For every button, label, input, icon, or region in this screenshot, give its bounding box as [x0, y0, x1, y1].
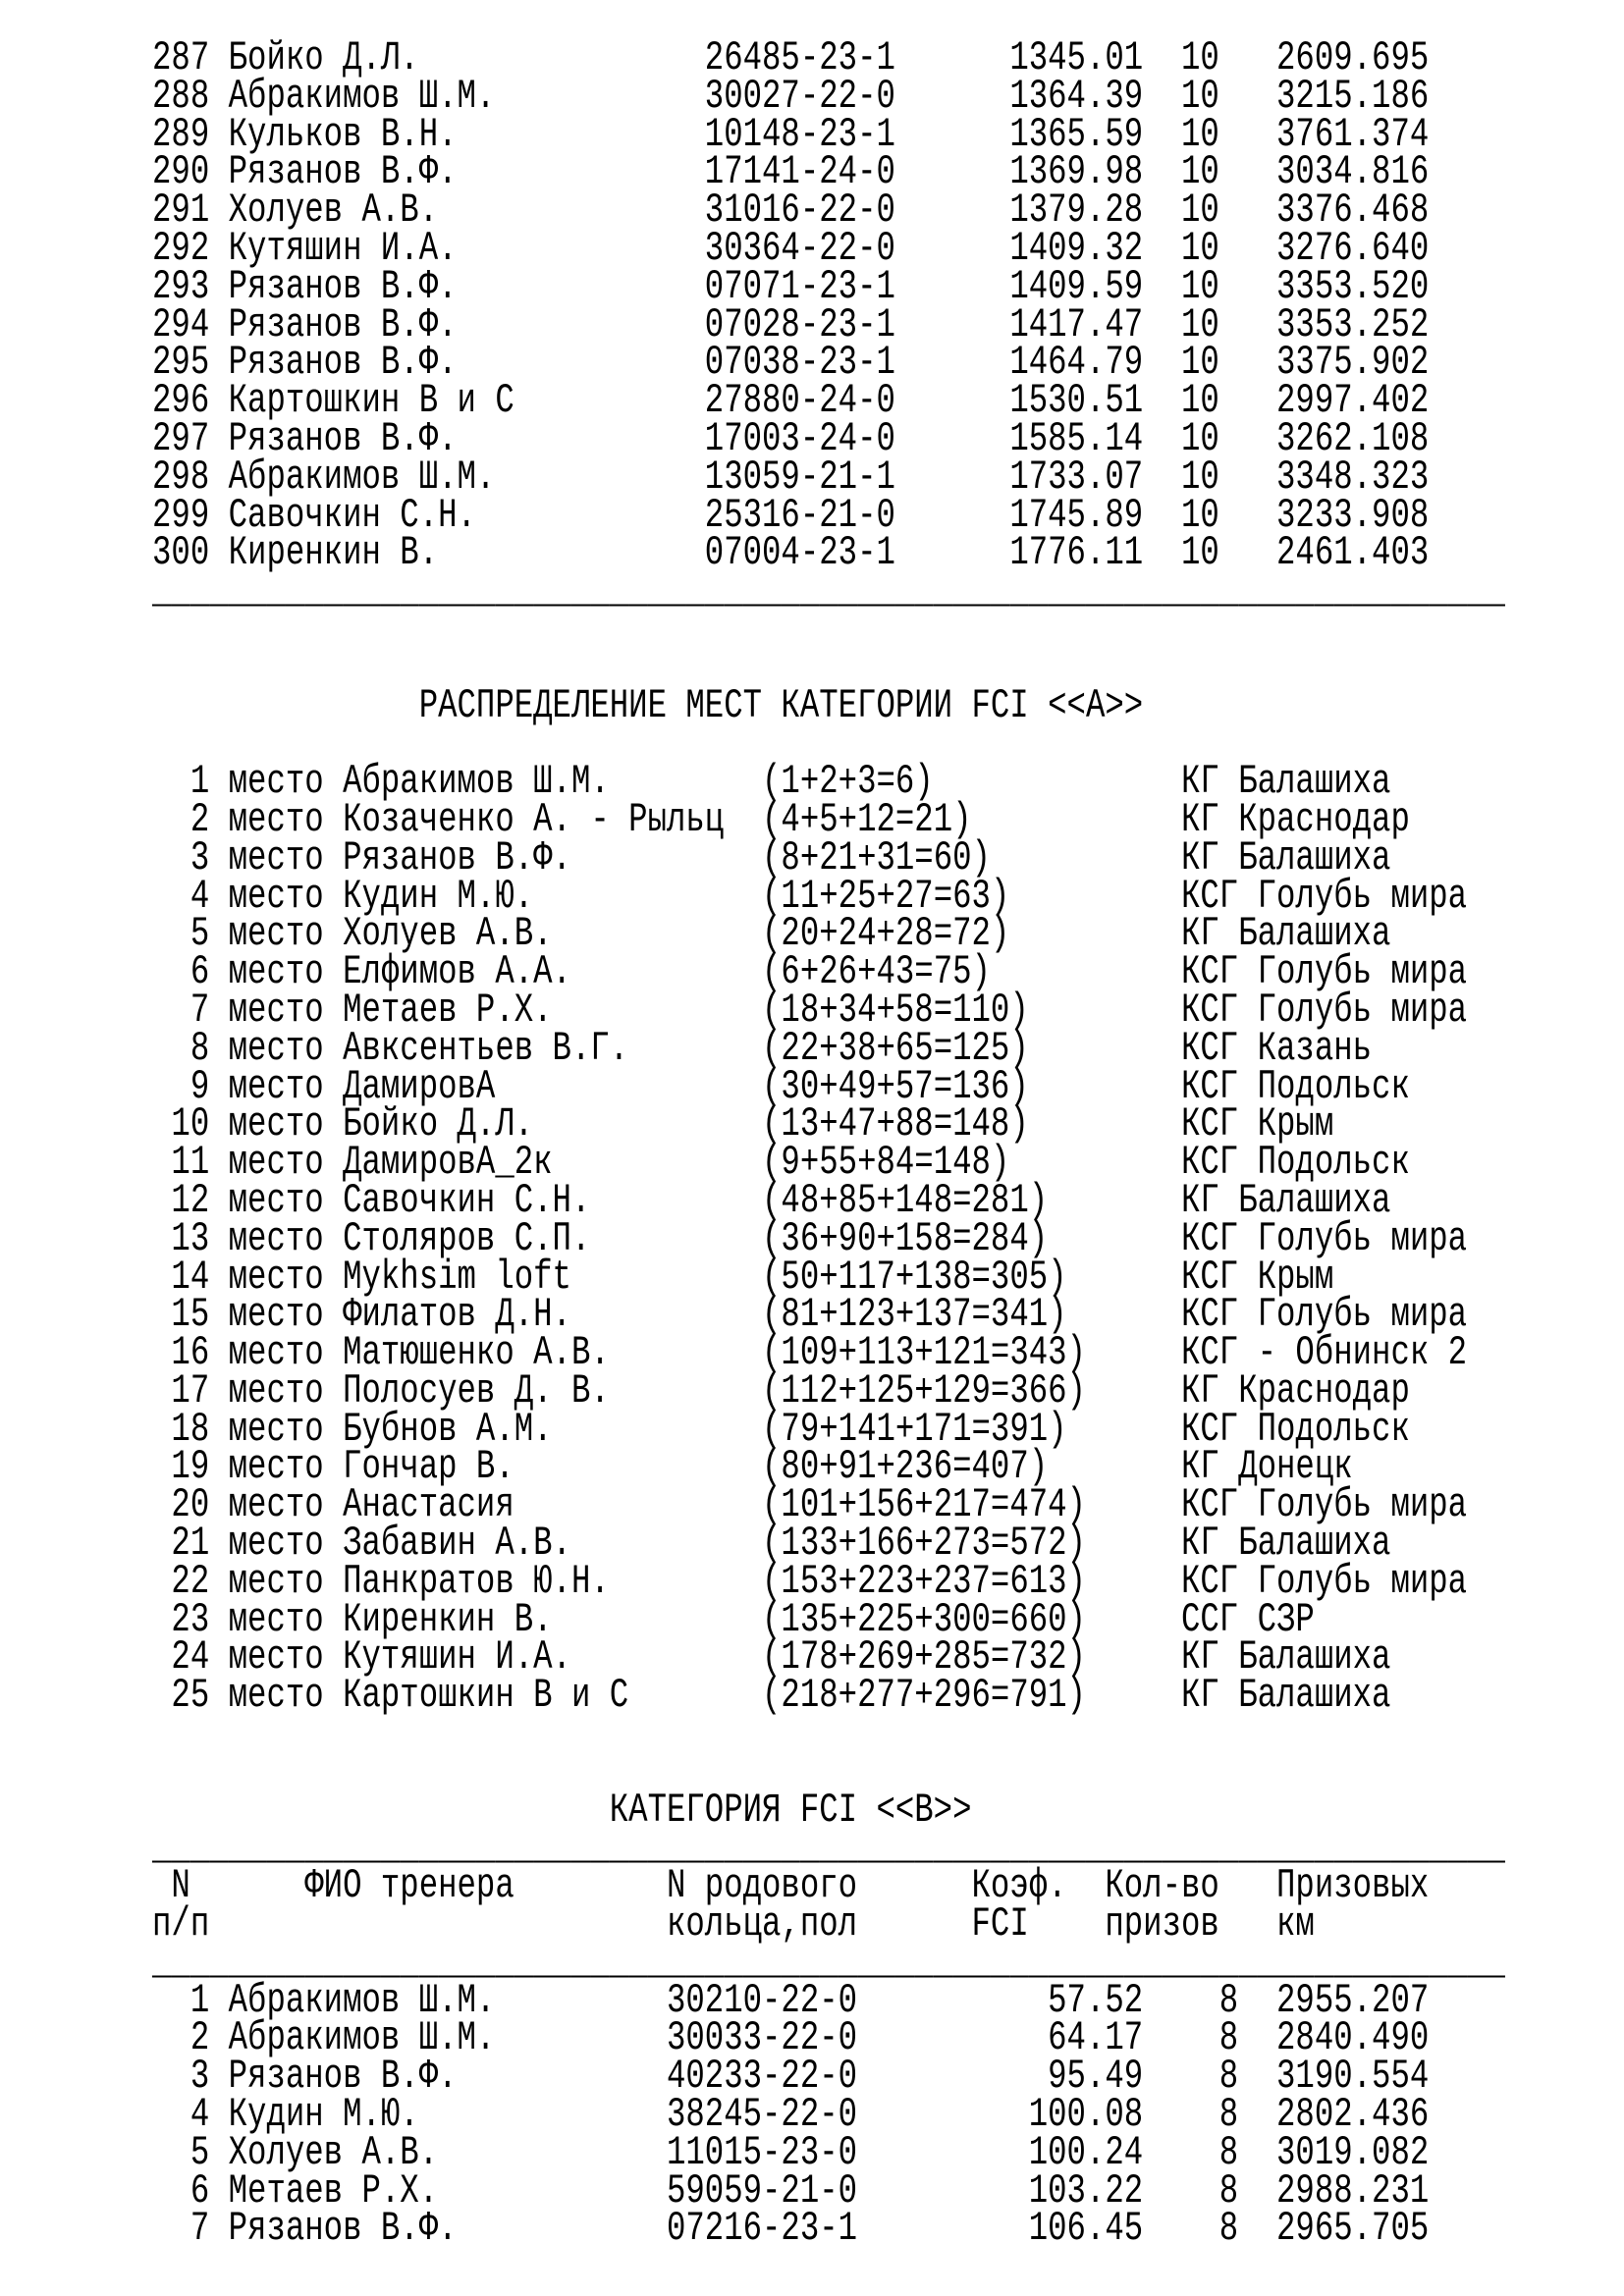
category-b-table [152, 1976, 1505, 2253]
table-row: 288 Абракимов Ш.М. 30027-22-0 1364.39 10 3215.186 [152, 72, 1430, 120]
standings-row: 8 место Авксентьев В.Г. (22+38+65=125) КСГ Казань [152, 1024, 1373, 1072]
standings-row: 22 место Панкратов Ю.Н. (153+223+237=613) КСГ Голубь мира [152, 1557, 1468, 1605]
table-row: 7 Рязанов В.Ф. 07216-23-1 106.45 8 2965.705 [152, 2205, 1430, 2253]
standings-row: 15 место Филатов Д.Н. (81+123+137=341) КСГ Голубь мира [152, 1291, 1468, 1339]
table-row: 6 Метаев Р.Х. 59059-21-0 103.22 8 2988.231 [152, 2166, 1430, 2215]
table-header-row: N ФИО тренера N родового Коэф. Кол-во Призовых [152, 1862, 1430, 1910]
standings-row: 9 место ДамировА (30+49+57=136) КСГ Подольск [152, 1062, 1410, 1110]
table-row: 298 Абракимов Ш.М. 13059-21-1 1733.07 10 3348.323 [152, 453, 1430, 501]
standings-row: 25 место Картошкин В и С (218+277+296=791) КГ Балашиха [152, 1672, 1391, 1720]
standings-row: 10 место Бойко Д.Л. (13+47+88=148) КСГ Крым [152, 1100, 1334, 1148]
table-row: 1 Абракимов Ш.М. 30210-22-0 57.52 8 2955.207 [152, 1976, 1430, 2024]
standings-row: 2 место Козаченко А. - Рыльц (4+5+12=21) КГ Краснодар [152, 795, 1410, 843]
standings-row: 3 место Рязанов В.Ф. (8+21+31=60) КГ Балашиха [152, 833, 1391, 881]
table-row: 292 Кутяшин И.А. 30364-22-0 1409.32 10 3276.640 [152, 224, 1430, 272]
standings-row: 6 место Елфимов А.А. (6+26+43=75) КСГ Голубь мира [152, 948, 1468, 996]
standings-row: 5 место Холуев А.В. (20+24+28=72) КГ Балашиха [152, 910, 1391, 958]
results-table-tail [152, 34, 1505, 577]
table-row: 291 Холуев А.В. 31016-22-0 1379.28 10 3376.468 [152, 187, 1430, 235]
table-row: 4 Кудин М.Ю. 38245-22-0 100.08 8 2802.436 [152, 2091, 1430, 2139]
category-b-header [152, 1862, 1505, 1949]
standings-row: 20 место Анастасия (101+156+217=474) КСГ Голубь мира [152, 1481, 1468, 1529]
standings-row: 16 место Матюшенко А.В. (109+113+121=343) КСГ - Обнинск 2 [152, 1329, 1468, 1377]
standings-row: 17 место Полосуев Д. В. (112+125+129=366) КГ Краснодар [152, 1366, 1410, 1415]
table-row: 293 Рязанов В.Ф. 07071-23-1 1409.59 10 3353.520 [152, 262, 1430, 310]
standings-row: 13 место Столяров С.П. (36+90+158=284) КСГ Голубь мира [152, 1214, 1468, 1262]
table-row: 297 Рязанов В.Ф. 17003-24-0 1585.14 10 3262.108 [152, 414, 1430, 462]
spacer [152, 611, 1505, 687]
results-document [152, 34, 1505, 2253]
table-divider-mid: _______________________________________________________________________ [152, 1938, 1505, 1986]
standings-row: 21 место Забавин А.В. (133+166+273=572) КГ Балашиха [152, 1520, 1391, 1568]
table-row: 290 Рязанов В.Ф. 17141-24-0 1369.98 10 3034.816 [152, 148, 1430, 196]
standings-row: 24 место Кутяшин И.А. (178+269+285=732) КГ Балашиха [152, 1633, 1391, 1682]
table-row: 300 Киренкин В. 07004-23-1 1776.11 10 2461.403 [152, 529, 1430, 577]
category-b-title: КАТЕГОРИЯ FCI <<B>> [609, 1786, 972, 1834]
table-row: 299 Савочкин С.Н. 25316-21-0 1745.89 10 3233.908 [152, 491, 1430, 539]
table-divider-top: _______________________________________________________________________ [152, 1824, 1505, 1872]
table-row: 289 Кульков В.Н. 10148-23-1 1365.59 10 3761.374 [152, 110, 1430, 158]
standings-row: 14 место Mykhsim loft (50+117+138=305) КСГ Крым [152, 1253, 1334, 1301]
standings-row: 19 место Гончар В. (80+91+236=407) КГ Донецк [152, 1443, 1353, 1491]
spacer [152, 1715, 1505, 1791]
standings-row: 4 место Кудин М.Ю. (11+25+27=63) КСГ Голубь мира [152, 872, 1468, 920]
section-divider: _______________________________________________________________________ [152, 567, 1505, 615]
table-row: 287 Бойко Д.Л. 26485-23-1 1345.01 10 2609.695 [152, 34, 1430, 81]
category-a-standings [152, 758, 1505, 1720]
standings-row: 11 место ДамировА_2к (9+55+84=148) КСГ Подольск [152, 1139, 1410, 1187]
table-row: 3 Рязанов В.Ф. 40233-22-0 95.49 8 3190.554 [152, 2053, 1430, 2101]
table-row: 2 Абракимов Ш.М. 30033-22-0 64.17 8 2840.490 [152, 2014, 1430, 2062]
table-row: 294 Рязанов В.Ф. 07028-23-1 1417.47 10 3353.252 [152, 300, 1430, 348]
table-row: 295 Рязанов В.Ф. 07038-23-1 1464.79 10 3375.902 [152, 339, 1430, 387]
standings-row: 1 место Абракимов Ш.М. (1+2+3=6) КГ Балашиха [152, 758, 1391, 806]
table-row: 5 Холуев А.В. 11015-23-0 100.24 8 3019.082 [152, 2128, 1430, 2176]
category-a-title: РАСПРЕДЕЛЕНИЕ МЕСТ КАТЕГОРИИ FCI <<A>> [418, 681, 1144, 729]
standings-row: 18 место Бубнов А.М. (79+141+171=391) КСГ Подольск [152, 1405, 1410, 1453]
standings-row: 23 место Киренкин В. (135+225+300=660) ССГ СЗР [152, 1595, 1315, 1643]
table-row: 296 Картошкин В и С 27880-24-0 1530.51 10 2997.402 [152, 377, 1430, 425]
table-header-row: п/п кольца,пол FCI призов км [152, 1900, 1315, 1949]
standings-row: 12 место Савочкин С.Н. (48+85+148=281) КГ Балашиха [152, 1176, 1391, 1224]
standings-row: 7 место Метаев Р.Х. (18+34+58=110) КСГ Голубь мира [152, 986, 1468, 1034]
